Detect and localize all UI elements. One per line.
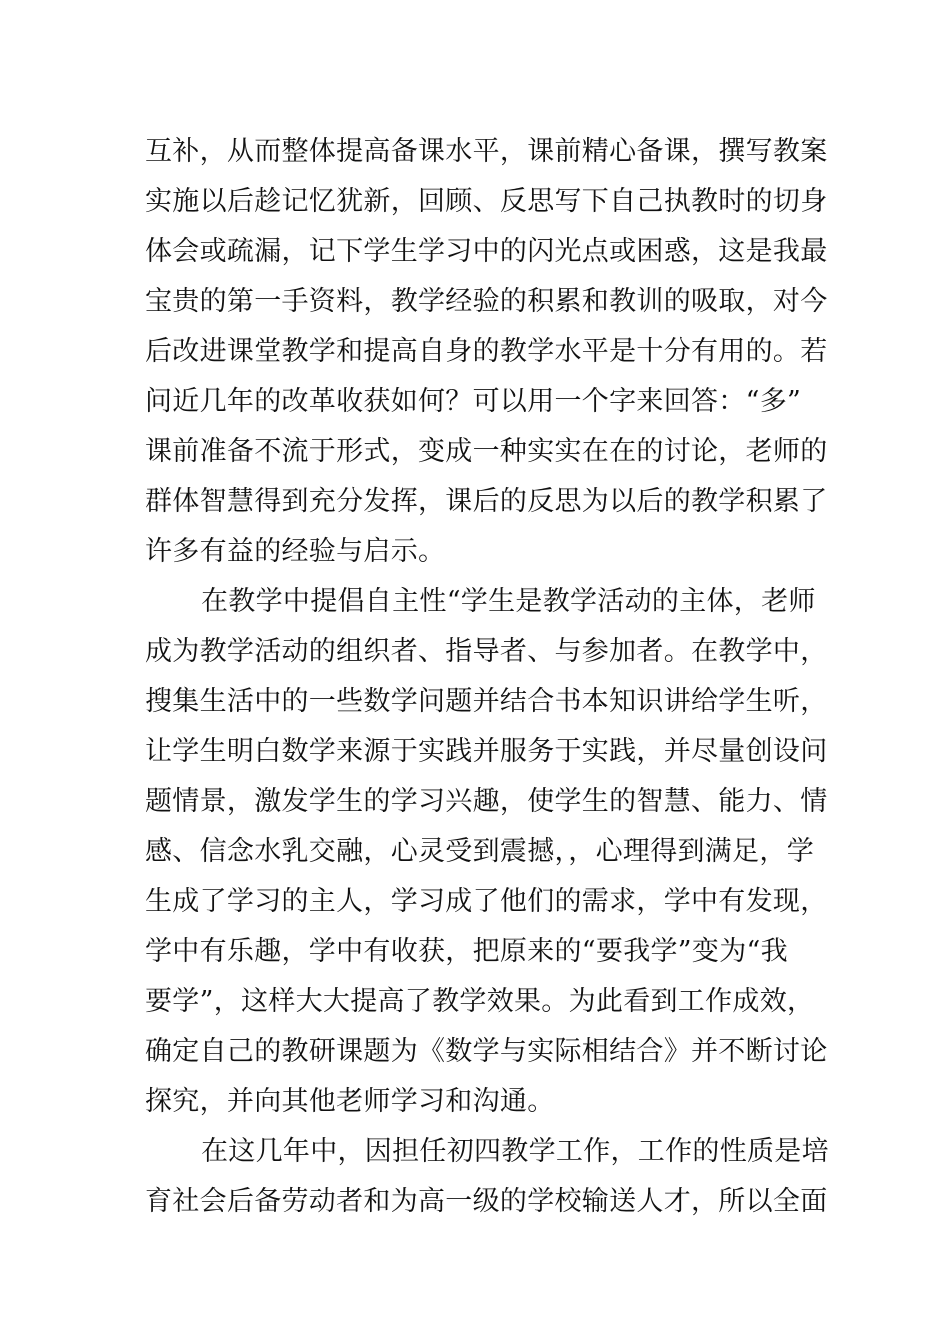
text-line: 体会或疏漏，记下学生学习中的闪光点或困惑，这是我最 (145, 236, 828, 267)
text-line: 后改进课堂教学和提高自身的教学水平是十分有用的。若 (145, 336, 828, 367)
text-line: 搜集生活中的一些数学问题并结合书本知识讲给学生听， (145, 686, 828, 717)
text-line: 探究，并向其他老师学习和沟通。 (145, 1086, 555, 1117)
text-line: 成为教学活动的组织者、指导者、与参加者。在教学中， (145, 636, 828, 667)
text-line: 宝贵的第一手资料，教学经验的积累和教训的吸取，对今 (145, 286, 828, 317)
text-line: 生成了学习的主人，学习成了他们的需求，学中有发现， (145, 886, 828, 917)
text-line: 许多有益的经验与启示。 (145, 536, 446, 567)
text-line: 让学生明白数学来源于实践并服务于实践，并尽量创设问 (145, 736, 828, 767)
text-line: 群体智慧得到充分发挥，课后的反思为以后的教学积累了 (145, 486, 828, 517)
text-line: 课前准备不流于形式，变成一种实实在在的讨论，老师的 (145, 436, 828, 467)
paragraph-first-line: 在这几年中，因担任初四教学工作，工作的性质是培 (201, 1136, 829, 1167)
text-line: 感、信念水乳交融，心灵受到震撼，，心理得到满足，学 (145, 836, 814, 867)
text-line: 确定自己的教研课题为《数学与实际相结合》并不断讨论 (145, 1036, 828, 1067)
text-line: 要学”，这样大大提高了教学效果。为此看到工作成效， (145, 986, 815, 1017)
text-line: 育社会后备劳动者和为高一级的学校输送人才，所以全面 (145, 1186, 828, 1217)
text-line: 题情景，激发学生的学习兴趣，使学生的智慧、能力、情 (145, 786, 828, 817)
text-line: 互补，从而整体提高备课水平，课前精心备课，撰写教案 (145, 136, 828, 167)
text-line: 实施以后趁记忆犹新，回顾、反思写下自己执教时的切身 (145, 186, 828, 217)
text-line: 学中有乐趣，学中有收获，把原来的“要我学”变为“我 (145, 936, 788, 967)
paragraph-first-line: 在教学中提倡自主性“学生是教学活动的主体，老师 (201, 586, 816, 617)
text-line: 问近几年的改革收获如何？可以用一个字来回答：“多” (145, 386, 802, 417)
